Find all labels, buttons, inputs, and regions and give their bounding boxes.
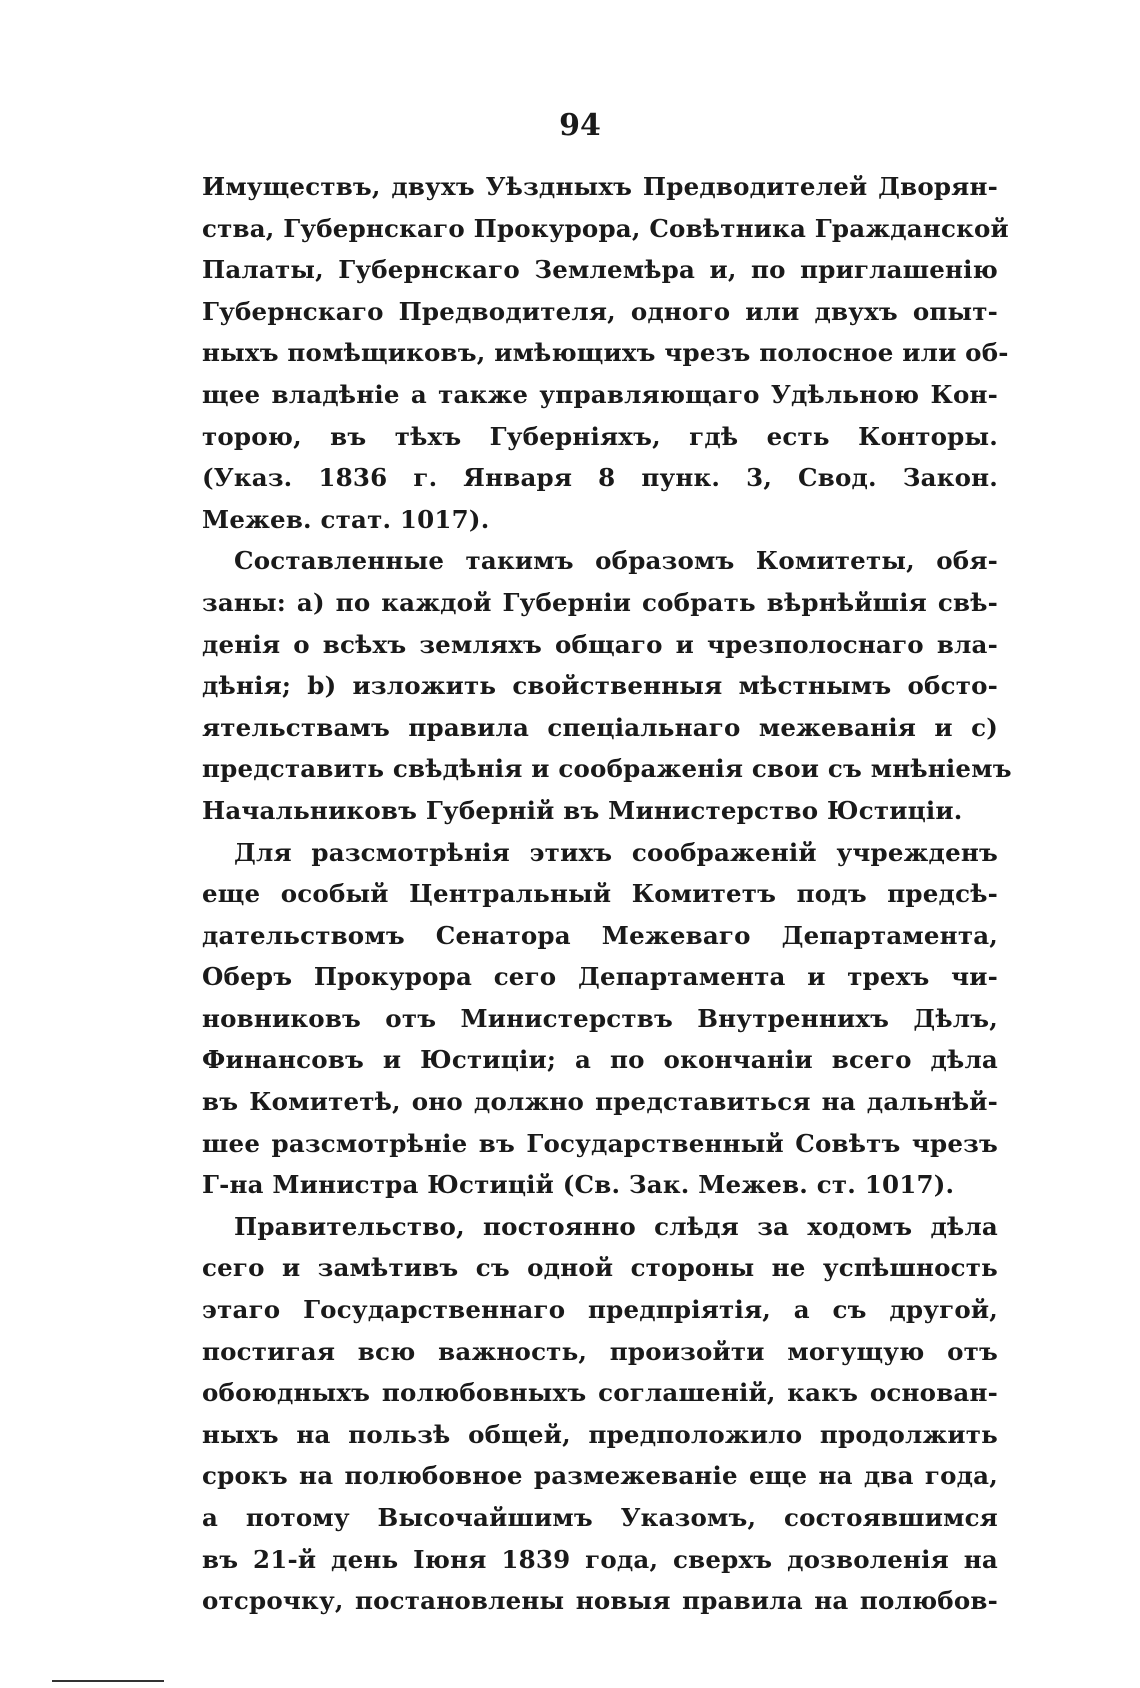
text-line: торою, въ тѣхъ Губерніяхъ, гдѣ есть Конторы. [202,421,998,451]
text-line: ныхъ на пользѣ общей, предположило продолжить [202,1419,998,1449]
text-line: шее разсмотрѣніе въ Государственный Совѣтъ чрезъ [202,1128,998,1158]
text-line: новниковъ отъ Министерствъ Внутреннихъ Дѣлъ, [202,1003,998,1033]
text-line: обоюдныхъ полюбовныхъ соглашеній, какъ основан- [202,1378,998,1408]
page-number: 94 [559,108,601,143]
text-line: Для разсмотрѣнія этихъ соображеній учрежденъ [234,837,998,867]
text-line: Г-на Министра Юстицій (Св. Зак. Межев. ст. 1017). [202,1170,955,1200]
text-line: въ 21-й день Іюня 1839 года, сверхъ дозволенія на [202,1544,998,1574]
text-line: ятельствамъ правила спеціальнаго межеванія и с) [202,712,998,742]
text-line: дательствомъ Сенатора Межеваго Департамента, [202,920,998,950]
paragraph-1 [202,166,1009,540]
text-line: постигая всю важность, произойти могущую отъ [202,1336,998,1366]
paragraph-4 [202,1206,998,1622]
text-line: ства, Губернскаго Прокурора, Совѣтника Гражданской [202,213,1009,243]
text-line: еще особый Центральный Комитетъ подъ предсѣ- [202,879,998,909]
text-line: ныхъ помѣщиковъ, имѣющихъ чрезъ полосное или об- [202,338,1009,368]
text-line: (Указ. 1836 г. Января 8 пунк. 3, Свод. Закон. [202,463,998,493]
text-line: Начальниковъ Губерній въ Министерство Юстиціи. [202,795,963,825]
footer-rule [52,1680,164,1682]
text-line: Губернскаго Предводителя, одного или двухъ опыт- [202,296,998,326]
text-line: Оберъ Прокурора сего Департамента и трехъ чи- [202,962,998,992]
text-line: Финансовъ и Юстиціи; а по окончаніи всего дѣла [202,1045,998,1075]
text-line: представить свѣдѣнія и соображенія свои съ мнѣніемъ [202,754,1012,784]
text-line: Составленные такимъ образомъ Комитеты, обя- [234,546,998,576]
text-line: въ Комитетѣ, оно должно представиться на дальнѣй- [202,1087,998,1117]
text-line: щее владѣніе а также управляющаго Удѣльною Кон- [202,379,998,409]
text-line: заны: а) по каждой Губерніи собрать вѣрнѣйшія свѣ- [202,587,998,617]
text-line: денія о всѣхъ земляхъ общаго и чрезполоснаго вла- [202,629,998,659]
text-line: Имуществъ, двухъ Уѣздныхъ Предводителей Дворян- [202,172,998,201]
text-line: Правительство, постоянно слѣдя за ходомъ дѣла [234,1211,998,1241]
text-line: Межев. стат. 1017). [202,504,490,534]
text-line: дѣнія; b) изложить свойственныя мѣстнымъ обсто- [202,671,998,701]
paragraph-3 [202,832,998,1206]
text-line: а потому Высочайшимъ Указомъ, состоявшимся [202,1503,998,1532]
paragraph-2 [202,540,1012,831]
text-line: этаго Государственнаго предпріятія, а съ другой, [202,1295,998,1325]
text-line: отсрочку, постановлены новыя правила на полюбов- [202,1586,998,1616]
text-line: Палаты, Губернскаго Землемѣра и, по приглашенію [202,255,998,285]
page-text [202,166,1012,1622]
text-line: сего и замѣтивъ съ одной стороны не успѣшность [202,1253,998,1283]
text-line: срокъ на полюбовное размежеваніе еще на два года, [202,1461,998,1491]
